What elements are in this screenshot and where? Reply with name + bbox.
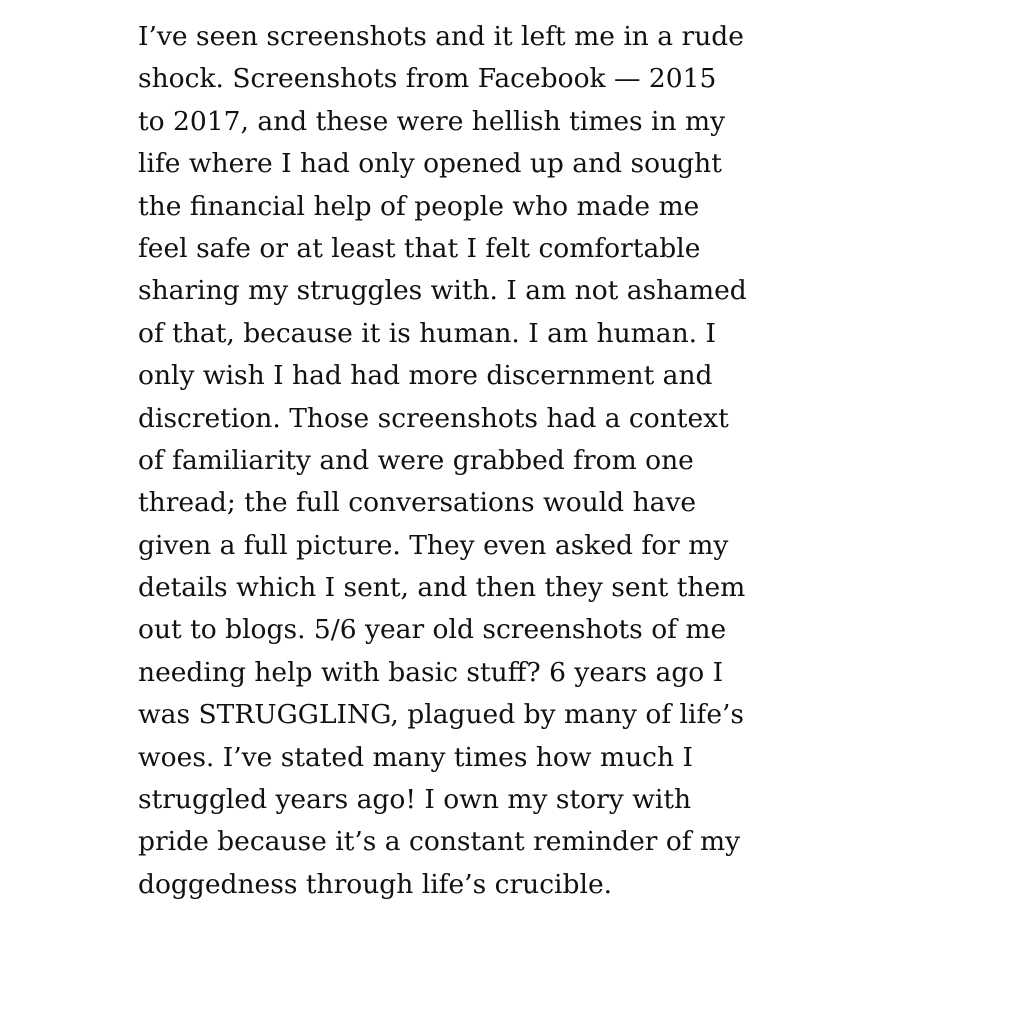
text-line: needing help with basic stuff? 6 years ago I <box>138 656 724 688</box>
text-line: to 2017, and these were hellish times in my <box>138 105 726 137</box>
text-line: discretion. Those screenshots had a context <box>138 402 729 434</box>
text-line: sharing my struggles with. I am not ashamed <box>138 275 747 307</box>
text-line: struggled years ago! I own my story with <box>138 784 692 816</box>
text-line: out to blogs. 5/6 year old screenshots of me <box>138 614 727 646</box>
text-line: details which I sent, and then they sent them <box>138 572 746 604</box>
statement-text <box>138 16 898 906</box>
text-line: given a full picture. They even asked for my <box>138 529 729 561</box>
text-line: of that, because it is human. I am human. I <box>138 317 716 349</box>
text-line: feel safe or at least that I felt comfortable <box>138 232 701 264</box>
text-line: only wish I had had more discernment and <box>138 360 713 392</box>
text-line: thread; the full conversations would have <box>138 487 697 519</box>
text-line: doggedness through life’s crucible. <box>138 868 613 900</box>
text-line: pride because it’s a constant reminder of my <box>138 826 741 858</box>
text-line: woes. I’ve stated many times how much I <box>138 741 693 773</box>
text-line: life where I had only opened up and sought <box>138 148 722 180</box>
text-line: shock. Screenshots from Facebook — 2015 <box>138 63 717 95</box>
text-line: I’ve seen screenshots and it left me in a rude <box>138 21 744 52</box>
text-line: of familiarity and were grabbed from one <box>138 444 694 476</box>
text-line: was STRUGGLING, plagued by many of life’s <box>138 699 745 731</box>
text-line: the financial help of people who made me <box>138 190 700 222</box>
